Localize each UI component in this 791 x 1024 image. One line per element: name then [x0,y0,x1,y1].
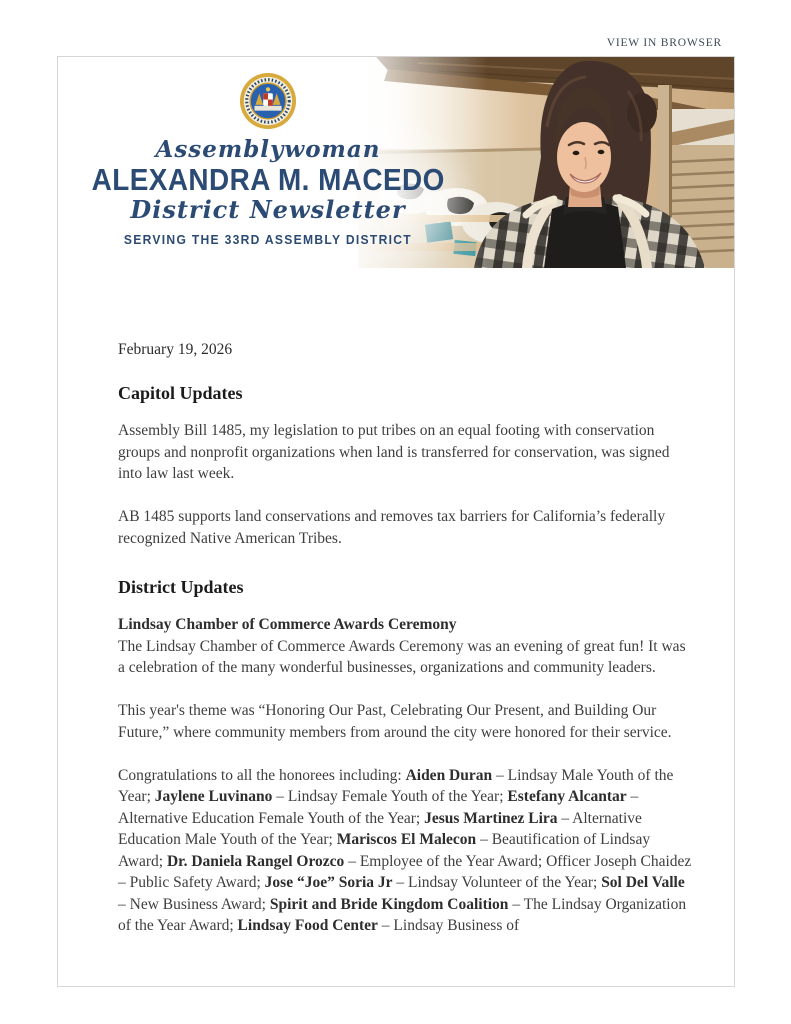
theme-paragraph: This year's theme was “Honoring Our Past, Celebrating Our Present, and Building Our Future,” where community members from around the city were honored for their service. [118,702,672,741]
banner-pretitle: Assemblywoman [155,136,381,163]
capitol-paragraph-1: Assembly Bill 1485, my legislation to put tribes on an equal footing with conservation groups and nonprofit organizations when land is transferred for conservation, was signed into law last week. [118,422,670,482]
capitol-updates-heading: Capitol Updates [118,383,243,403]
lindsay-awards-title: Lindsay Chamber of Commerce Awards Ceremony [118,616,457,633]
view-in-browser-link[interactable]: VIEW IN BROWSER [606,37,722,49]
lindsay-awards-text: The Lindsay Chamber of Commerce Awards Ceremony was an evening of great fun! It was a celebration of the many wonderful businesses, organizations and community leaders. [118,637,686,676]
newsletter-date: February 19, 2026 [118,341,233,358]
header-banner [58,57,734,268]
capitol-paragraph-2: AB 1485 supports land conservations and removes tax barriers for California’s federally recognized Native American Tribes. [118,508,666,547]
banner-tagline: SERVING THE 33RD ASSEMBLY DISTRICT [123,232,413,247]
newsletter-content [58,268,734,957]
banner-subtitle: District Newsletter [130,195,406,224]
district-updates-heading: District Updates [118,577,244,597]
banner-text-block [58,57,478,268]
assembly-seal-icon [239,72,297,130]
lindsay-awards-paragraph [118,614,696,679]
banner-name: ALEXANDRA M. MACEDO [91,162,445,197]
honorees-paragraph: Congratulations to all the honorees including: Aiden Duran – Lindsay Male Youth of the Year; Jaylene Luvinano – Lindsay Female Youth of the Year; Estefany Alcantar – Alternative Education Female Youth of the Year; Jesus Martinez Lira – Alternative Education Male Youth of the Year; Mariscos El Malecon – Beautification of Lindsay Award; Dr. Daniela Rangel Orozco – Employee of the Year Award; Officer Joseph Chaidez – Public Safety Award; Jose “Joe” Soria Jr – Lindsay Volunteer of the Year; Sol Del Valle – New Business Award; Spirit and Bride Kingdom Coalition – The Lindsay Organization of the Year Award; Lindsay Food Center – Lindsay Business of [118,766,692,934]
email-body [57,56,735,987]
